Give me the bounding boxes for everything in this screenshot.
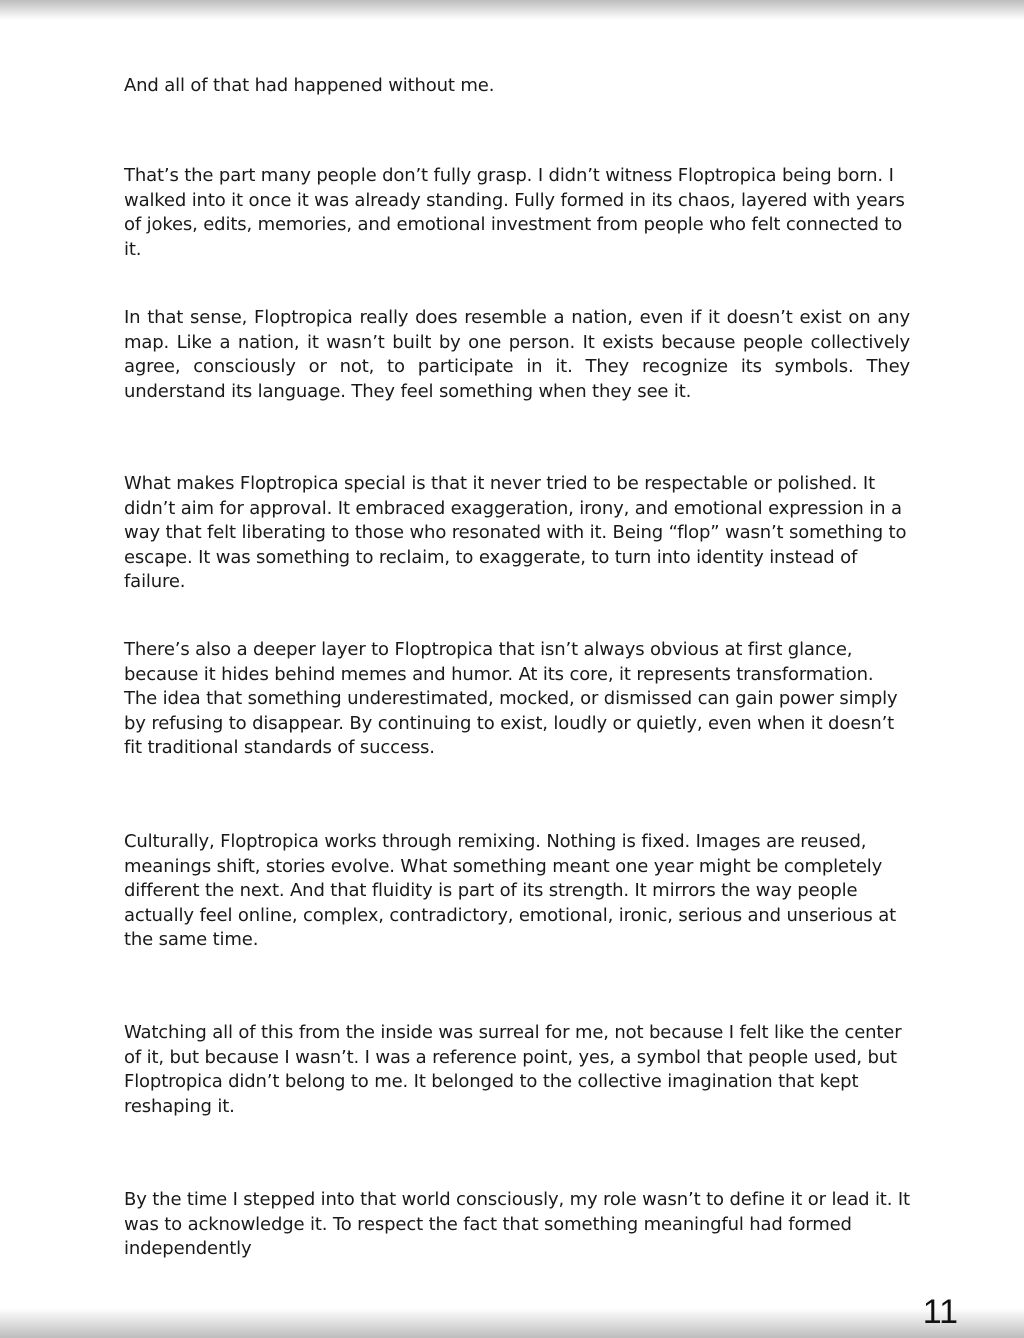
page-number: 11 bbox=[922, 1293, 958, 1331]
paragraph-8: By the time I stepped into that world consciously, my role wasn’t to define it or lead it. It was to acknowledge it. To respect the fact that something meaningful had formed independently bbox=[124, 1189, 910, 1260]
paragraph-1: And all of that had happened without me. bbox=[124, 75, 495, 96]
paragraph-2: That’s the part many people don’t fully grasp. I didn’t witness Floptropica being born. I walked into it once it was already standing. Fully formed in its chaos, layered with years of jokes, edits, memories, and emotional investment from people who felt connected to it. bbox=[124, 165, 905, 260]
page-bottom-shadow bbox=[0, 1308, 1024, 1338]
paragraph-5: There’s also a deeper layer to Floptropica that isn’t always obvious at first glance, because it hides behind memes and humor. At its core, it represents transformation. The idea that something underestimated, mocked, or dismissed can gain power simply by refusing to disappear. By continuing to exist, loudly or quietly, even when it doesn’t fit traditional standards of success. bbox=[124, 639, 898, 759]
paragraph-6: Culturally, Floptropica works through remixing. Nothing is fixed. Images are reused, meanings shift, stories evolve. What something meant one year might be completely different the next. And that fluidity is part of its strength. It mirrors the way people actually feel online, complex, contradictory, emotional, ironic, serious and unserious at the same time. bbox=[124, 831, 897, 951]
paragraph-4: What makes Floptropica special is that it never tried to be respectable or polished. It didn’t aim for approval. It embraced exaggeration, irony, and emotional expression in a way that felt liberating to those who resonated with it. Being “flop” wasn’t something to escape. It was something to reclaim, to exaggerate, to turn into identity instead of failure. bbox=[124, 473, 907, 593]
paragraph-7: Watching all of this from the inside was surreal for me, not because I felt like the center of it, but because I wasn’t. I was a reference point, yes, a symbol that people used, but Floptropica didn’t belong to me. It belonged to the collective imagination that kept reshaping it. bbox=[124, 1022, 902, 1117]
page-top-shadow bbox=[0, 0, 1024, 20]
paragraph-3: In that sense, Floptropica really does resemble a nation, even if it doesn’t exist on any map. Like a nation, it wasn’t built by one person. It exists because people collectively agree, consciously or not, to participate in it. They recognize its symbols. They understand its language. They feel something when they see it. bbox=[124, 307, 910, 402]
